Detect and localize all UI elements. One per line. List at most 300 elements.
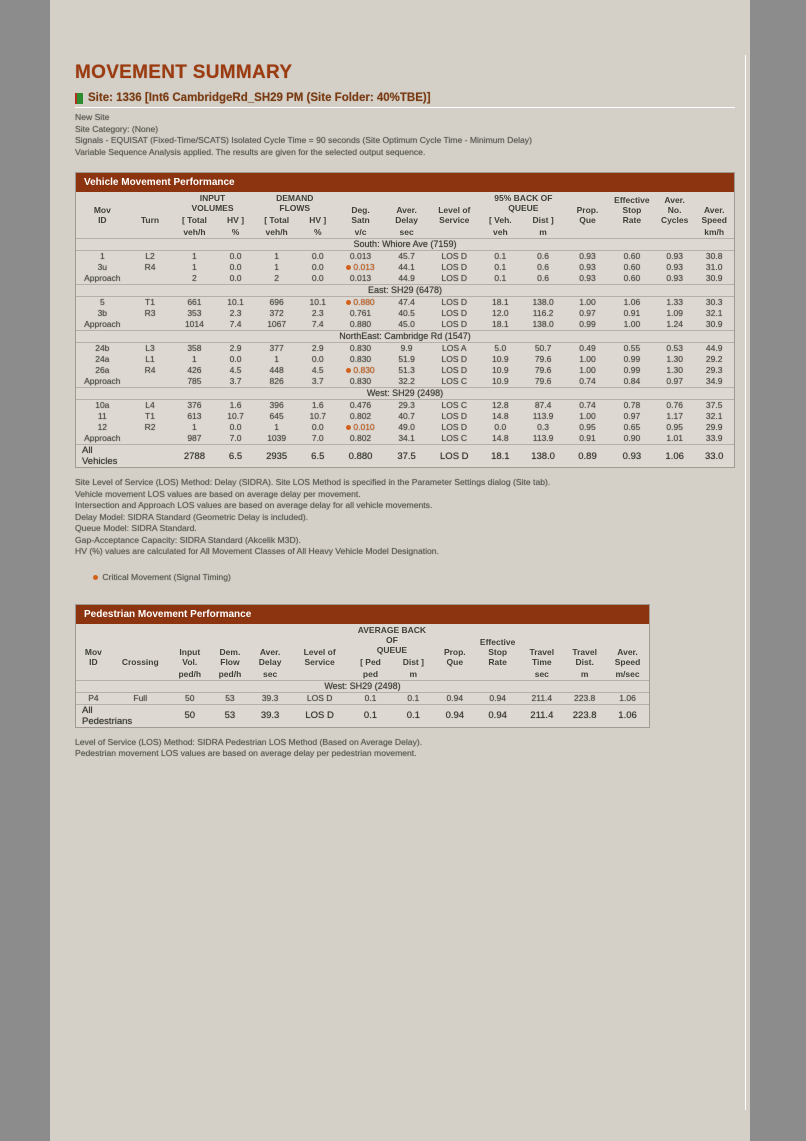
cell-in-hv: 7.0 [229, 433, 242, 443]
cell-in-hv: 0.0 [229, 422, 242, 432]
cell-deg: 0.802 [349, 433, 372, 443]
cell-delay: 51.3 [398, 365, 415, 375]
cell-los: LOS C [441, 433, 468, 443]
vh-unit-delay: sec [399, 227, 414, 237]
cell-q-dist: 116.2 [532, 308, 554, 318]
table-row-total [76, 445, 734, 468]
vh-unit-q-dist: m [539, 227, 547, 237]
cell-dem-hv: 0.0 [311, 422, 324, 432]
cell-dem-hv: 0.0 [311, 354, 324, 364]
cell-delay: 39.3 [250, 704, 290, 727]
cell-q-dist: 138.0 [532, 319, 554, 329]
ph-unit-flow: ped/h [218, 668, 242, 679]
section-label: South: Whiore Ave (7159) [76, 239, 734, 251]
cell-stop: 0.94 [489, 692, 506, 703]
vh-unit-stop [609, 226, 655, 239]
table-row [76, 343, 734, 355]
ph-unit-q-dist: m [409, 668, 418, 679]
cell-dem-total: 1 [274, 262, 280, 272]
cell-q-dist: 0.1 [392, 704, 435, 727]
cell-q-ped: 0.1 [349, 704, 392, 727]
cell-vol: 50 [170, 704, 210, 727]
table-row [76, 422, 734, 433]
cell-in-total: 426 [187, 365, 202, 375]
cell-speed: 29.9 [705, 422, 723, 432]
ph-unit-q-ped: ped [362, 668, 379, 679]
cell-q-veh: 0.1 [494, 273, 507, 283]
ph-unit-speed: m/sec [615, 668, 640, 679]
vehicle-note-4: Queue Model: SIDRA Standard. [75, 523, 197, 533]
cell-q-veh: 0.1 [494, 262, 507, 272]
cell-q-veh: 0.1 [494, 251, 507, 261]
site-header [75, 92, 735, 108]
vh-los: Level of Service [438, 205, 471, 225]
ph-unit-tdist: m [580, 668, 589, 679]
cell-speed: 31.0 [705, 262, 723, 272]
cell-stop: 0.65 [623, 422, 641, 432]
cell-stop: 0.94 [475, 704, 521, 727]
cell-prop: 0.74 [579, 400, 596, 410]
vh-aver-delay: Aver. Delay [395, 205, 418, 225]
cell-prop: 0.93 [579, 251, 596, 261]
cell-q-veh: 18.1 [492, 297, 509, 307]
vh-unit-in-hv: % [231, 227, 240, 237]
cell-deg: 0.830 [349, 343, 372, 353]
cell-in-hv: 10.1 [227, 297, 244, 307]
cell-delay: 9.9 [400, 343, 413, 353]
cell-dem-hv: 2.9 [311, 343, 324, 353]
cell-turn [129, 319, 172, 331]
ph-unit-los [290, 668, 349, 681]
cell-stop: 0.60 [623, 273, 641, 283]
cell-prop: 0.93 [579, 273, 596, 283]
cell-cycles: 0.93 [666, 251, 683, 261]
cell-deg-critical [336, 297, 385, 309]
cell-dem-hv: 3.7 [311, 376, 324, 386]
ph-prop-que: Prop. Que [443, 646, 466, 667]
cell-prop: 0.97 [579, 308, 596, 318]
cell-cycles: 0.93 [666, 273, 683, 283]
cell-deg: 0.830 [353, 365, 375, 375]
vh-unit-los [428, 226, 481, 239]
cell-q-dist: 138.0 [532, 297, 554, 307]
cell-prop: 0.95 [579, 422, 596, 432]
cell-stop: 0.93 [609, 445, 655, 468]
section-label: East: SH29 (6478) [76, 285, 734, 297]
cell-in-hv: 0.0 [229, 354, 242, 364]
cell-deg: 0.880 [349, 319, 372, 329]
cell-q-dist: 0.3 [537, 422, 549, 432]
cell-stop: 0.60 [623, 262, 641, 272]
ph-unit-vol: ped/h [178, 668, 202, 679]
table-row-approach [76, 376, 734, 388]
cell-turn: L3 [145, 343, 155, 353]
cell-cycles: 1.30 [666, 365, 683, 375]
section-label: NorthEast: Cambridge Rd (1547) [76, 331, 734, 343]
table-row [76, 308, 734, 319]
cell-travel-dist: 223.8 [563, 704, 606, 727]
cell-prop: 0.93 [579, 262, 596, 272]
cell-dem-total: 396 [269, 400, 284, 410]
cell-dem-hv: 2.3 [311, 308, 324, 318]
cell-cycles: 0.93 [666, 262, 683, 272]
ph-back-of-queue: AVERAGE BACK OF QUEUE [357, 624, 427, 655]
cell-delay: 44.9 [398, 273, 415, 283]
legend-text: Critical Movement (Signal Timing) [102, 571, 231, 582]
cell-in-total: 613 [187, 411, 202, 421]
vehicle-notes [75, 477, 735, 558]
vh-in-total: [ Total [181, 215, 207, 225]
cell-turn: T1 [145, 297, 155, 307]
cell-in-hv: 3.7 [229, 376, 242, 386]
cell-cycles: 1.01 [666, 433, 683, 443]
cell-prop: 1.00 [579, 354, 596, 364]
cell-turn: L1 [145, 354, 155, 364]
cell-speed: 33.9 [705, 433, 723, 443]
cell-speed: 37.5 [705, 400, 723, 410]
site-marker-icon [75, 93, 83, 104]
ph-crossing: Crossing [121, 656, 159, 667]
site-title: Site: 1336 [Int6 CambridgeRd_SH29 PM (Site Folder: 40%TBE)] [88, 92, 431, 104]
cell-in-total: 1 [192, 422, 197, 432]
cell-speed: 30.3 [705, 297, 723, 307]
cell-los: LOS C [441, 376, 468, 386]
cell-turn [129, 433, 172, 445]
cell-q-veh: 14.8 [492, 411, 509, 421]
cell-q-dist: 113.9 [532, 433, 554, 443]
cell-q-dist: 0.1 [407, 692, 420, 703]
ph-unit-delay: sec [263, 668, 278, 679]
cell-los: LOS D [441, 308, 468, 318]
cell-speed: 1.06 [606, 704, 649, 727]
cell-dem-total: 372 [269, 308, 284, 318]
vh-unit-turn [129, 226, 172, 239]
cell-cycles: 0.53 [666, 343, 683, 353]
pedestrian-table-caption: Pedestrian Movement Performance [76, 605, 649, 624]
cell-stop: 0.99 [623, 365, 641, 375]
vh-input-volumes: INPUT VOLUMES [191, 193, 234, 213]
cell-travel-dist: 223.8 [574, 692, 596, 703]
cell-in-hv: 2.3 [229, 308, 242, 318]
vh-prop-que: Prop. Que [576, 205, 599, 225]
cell-deg: 0.880 [336, 445, 385, 468]
cell-q-ped: 0.1 [364, 692, 377, 703]
cell-delay: 40.7 [398, 411, 415, 421]
cell-speed: 1.06 [619, 692, 636, 703]
meta-line-2: Signals - EQUISAT (Fixed-Time/SCATS) Isolated Cycle Time = 90 seconds (Site Optimum Cycle Time - Minimum Delay) [75, 135, 532, 145]
ph-q-ped: [ Ped [360, 656, 381, 667]
meta-line-3: Variable Sequence Analysis applied. The results are given for the selected output sequence. [75, 146, 426, 157]
table-row [76, 297, 734, 309]
ph-travel-time: Travel Time [529, 646, 555, 667]
pedestrian-grid-body [76, 680, 649, 727]
cell-q-veh: 12.0 [492, 308, 509, 318]
vh-aver-speed: Aver. Speed [701, 205, 727, 225]
ph-unit-crossing [111, 668, 170, 681]
cell-stop: 0.60 [623, 251, 641, 261]
vh-unit-q-veh: veh [493, 227, 508, 237]
vehicle-movement-performance-table [75, 172, 735, 468]
cell-travel-time: 211.4 [531, 692, 553, 703]
cell-los: LOS D [428, 445, 481, 468]
table-row-approach [76, 319, 734, 331]
cell-deg-critical [336, 365, 385, 376]
ph-los: Level of Service [303, 646, 336, 667]
meta-line-1: Site Category: (None) [75, 123, 159, 134]
cell-in-hv: 1.6 [229, 400, 242, 410]
cell-los: LOS D [441, 422, 468, 432]
cell-delay: 45.7 [398, 251, 415, 261]
cell-delay: 32.2 [398, 376, 415, 386]
table-row-approach [76, 433, 734, 445]
ph-stop-rate: Effective Stop Rate [479, 636, 516, 667]
cell-turn: R4 [144, 262, 156, 272]
cell-dem-total: 1 [274, 354, 280, 364]
cell-delay: 34.1 [398, 433, 415, 443]
cell-stop: 0.97 [623, 411, 641, 421]
cell-stop: 0.78 [623, 400, 641, 410]
cell-deg-critical [336, 262, 385, 273]
vh-unit-speed: km/h [704, 227, 725, 237]
vh-dem-total: [ Total [264, 215, 290, 225]
cell-dem-hv: 10.7 [309, 411, 327, 421]
cell-cycles: 1.17 [666, 411, 683, 421]
cell-turn [129, 273, 172, 285]
cell-q-veh: 5.0 [494, 343, 507, 353]
cell-stop: 0.55 [623, 343, 641, 353]
cell-prop: 0.99 [579, 319, 596, 329]
vh-cycles: Aver. No. Cycles [660, 195, 689, 225]
cell-stop: 0.90 [623, 433, 641, 443]
cell-prop: 1.00 [579, 297, 596, 307]
cell-deg: 0.476 [349, 400, 372, 410]
cell-dem-hv: 7.0 [311, 433, 324, 443]
cell-prop: 0.89 [566, 445, 609, 468]
cell-stop: 0.91 [623, 308, 641, 318]
cell-deg: 0.802 [349, 411, 372, 421]
cell-los: LOS D [290, 704, 349, 727]
section-label: West: SH29 (2498) [76, 388, 734, 400]
cell-turn: R2 [144, 422, 156, 432]
vehicle-note-3: Delay Model: SIDRA Standard (Geometric Delay is included). [75, 511, 309, 522]
cell-q-dist: 79.6 [534, 365, 552, 375]
vh-unit-deg: v/c [354, 227, 367, 237]
cell-q-dist: 87.4 [534, 400, 552, 410]
vehicle-note-6: HV (%) values are calculated for All Movement Classes of All Heavy Vehicle Model Designation. [75, 546, 439, 556]
cell-mov: 1 [99, 251, 105, 261]
critical-dot-icon [346, 425, 351, 430]
cell-los: LOS D [441, 354, 468, 364]
pedestrian-notes [75, 737, 735, 760]
critical-dot-icon [346, 300, 351, 305]
vh-in-hv: HV ] [227, 215, 245, 225]
cell-prop: 0.91 [579, 433, 596, 443]
cell-deg: 0.013 [349, 251, 372, 261]
cell-delay: 39.3 [261, 692, 279, 703]
cell-dem-hv: 10.1 [309, 297, 327, 307]
cell-delay: 47.4 [398, 297, 415, 307]
cell-stop: 0.99 [623, 354, 641, 364]
ph-unit-mov [76, 668, 111, 681]
cell-mov: Approach [84, 433, 121, 443]
cell-los: LOS D [306, 692, 333, 703]
table-row-total [76, 704, 649, 727]
critical-dot-icon [346, 265, 351, 270]
cell-dem-hv: 1.6 [311, 400, 324, 410]
vehicle-note-5: Gap-Acceptance Capacity: SIDRA Standard (Akcelik M3D). [75, 534, 301, 545]
cell-prop: 0.74 [579, 376, 596, 386]
cell-in-total: 1 [192, 251, 197, 261]
cell-turn: L4 [145, 400, 155, 410]
total-label [76, 445, 171, 468]
cell-delay: 44.1 [398, 262, 415, 272]
cell-dem-hv: 7.4 [311, 319, 324, 329]
cell-speed: 30.9 [705, 319, 723, 329]
vehicle-table-caption: Vehicle Movement Performance [76, 173, 734, 192]
table-row [76, 262, 734, 273]
table-row [76, 251, 734, 263]
vh-unit-cycles [655, 226, 694, 239]
pedestrian-movement-performance-table [75, 604, 650, 728]
cell-q-dist: 113.9 [532, 411, 554, 421]
cell-cycles: 0.76 [666, 400, 683, 410]
cell-q-veh: 10.9 [492, 376, 509, 386]
cell-los: LOS A [441, 343, 467, 353]
cell-in-hv: 0.0 [229, 262, 242, 272]
critical-dot-icon [93, 575, 98, 580]
cell-deg: 0.013 [349, 273, 372, 283]
vh-demand-flows: DEMAND FLOWS [276, 193, 314, 213]
cell-q-veh: 10.9 [492, 354, 509, 364]
table-row [76, 400, 734, 412]
cell-mov: 24a [95, 354, 110, 364]
cell-in-hv: 10.7 [227, 411, 244, 421]
section-header-row [76, 331, 734, 343]
cell-dem-hv: 0.0 [311, 273, 324, 283]
cell-los: LOS D [441, 365, 468, 375]
cell-los: LOS D [441, 319, 468, 329]
section-header-row [76, 680, 649, 692]
ph-q-dist: Dist ] [402, 656, 424, 667]
cell-cycles: 1.24 [666, 319, 683, 329]
cell-in-total: 785 [187, 376, 202, 386]
cell-dem-total: 377 [269, 343, 284, 353]
cell-stop: 0.84 [623, 376, 641, 386]
cell-prop: 1.00 [579, 365, 596, 375]
vehicle-note-0: Site Level of Service (LOS) Method: Delay (SIDRA). Site LOS Method is specified in the Parameter Settings dialog (Site tab). [75, 477, 551, 487]
total-label [76, 704, 170, 727]
section-label: West: SH29 (2498) [76, 680, 649, 692]
table-row [76, 354, 734, 365]
cell-speed: 32.1 [705, 308, 723, 318]
cell-mov: 3b [97, 308, 108, 318]
cell-in-total: 376 [187, 400, 202, 410]
ph-aver-speed: Aver. Speed [614, 646, 641, 667]
cell-in-total: 2788 [171, 445, 217, 468]
cell-deg: 0.830 [349, 376, 372, 386]
cell-cycles: 0.97 [666, 376, 683, 386]
vh-unit-dem-total: veh/h [265, 227, 288, 237]
cell-turn: T1 [145, 411, 155, 421]
cell-cycles: 0.95 [666, 422, 683, 432]
cell-q-veh: 18.1 [492, 319, 509, 329]
ph-input-vol: Input Vol. [179, 646, 201, 667]
pedestrian-grid [76, 624, 649, 727]
vehicle-note-2: Intersection and Approach LOS values are based on average delay for all vehicle movements. [75, 500, 433, 510]
cell-deg: 0.010 [353, 422, 375, 432]
cell-los: LOS D [441, 273, 468, 283]
vh-q-veh: [ Veh. [488, 215, 512, 225]
cell-q-dist: 79.6 [534, 376, 552, 386]
cell-in-hv: 0.0 [229, 251, 242, 261]
ph-mov-id: Mov ID [84, 646, 102, 667]
vh-unit-mov [76, 226, 129, 239]
cell-dem-total: 1 [274, 251, 280, 261]
cell-crossing: Full [133, 692, 148, 703]
cell-speed: 34.9 [705, 376, 723, 386]
table-row [76, 692, 649, 704]
cell-in-total: 353 [187, 308, 202, 318]
cell-delay: 37.5 [385, 445, 428, 468]
cell-dem-total: 2 [274, 273, 280, 283]
cell-cycles: 1.30 [666, 354, 683, 364]
cell-stop: 1.00 [623, 319, 641, 329]
cell-mov: Approach [84, 273, 121, 283]
cell-vol: 50 [185, 692, 195, 703]
cell-in-hv: 0.0 [229, 273, 242, 283]
cell-los: LOS C [441, 400, 468, 410]
vh-back-of-queue: 95% BACK OF QUEUE [494, 193, 553, 213]
cell-in-total: 1014 [184, 319, 204, 329]
cell-dem-hv: 6.5 [300, 445, 336, 468]
pedestrian-note-1: Pedestrian movement LOS values are based on average delay per pedestrian movement. [75, 748, 417, 758]
site-meta [75, 112, 735, 158]
cell-in-hv: 6.5 [217, 445, 253, 468]
cell-dem-total: 1039 [267, 433, 287, 443]
cell-dem-hv: 0.0 [311, 262, 324, 272]
ph-unit-prop [435, 668, 475, 681]
cell-mov: 26a [95, 365, 110, 375]
cell-speed: 29.2 [705, 354, 723, 364]
cell-delay: 40.5 [398, 308, 415, 318]
cell-in-total: 358 [187, 343, 202, 353]
cell-q-veh: 14.8 [492, 433, 509, 443]
cell-speed: 30.9 [705, 273, 723, 283]
critical-dot-icon [346, 368, 351, 373]
cell-q-dist: 0.6 [537, 262, 549, 272]
vh-mov-id: Mov ID [93, 205, 111, 225]
cell-q-dist: 0.6 [537, 251, 549, 261]
page-right-rule [745, 55, 746, 1110]
vh-unit-prop [566, 226, 609, 239]
cell-turn: R4 [144, 365, 156, 375]
cell-dem-total: 1067 [267, 319, 287, 329]
cell-q-dist: 50.7 [534, 343, 552, 353]
cell-deg-critical [336, 422, 385, 433]
total-label-line1: All [82, 704, 93, 716]
cell-los: LOS D [441, 297, 468, 307]
cell-speed: 29.3 [705, 365, 723, 375]
cell-in-total: 1 [192, 262, 197, 272]
cell-dem-total: 645 [269, 411, 284, 421]
cell-cycles: 1.06 [655, 445, 694, 468]
ph-travel-dist: Travel Dist. [572, 646, 597, 667]
cell-turn: L2 [145, 251, 155, 261]
cell-prop: 0.94 [435, 704, 475, 727]
critical-movement-legend [75, 572, 735, 582]
cell-cycles: 1.09 [666, 308, 683, 318]
cell-q-veh: 0.0 [494, 422, 507, 432]
